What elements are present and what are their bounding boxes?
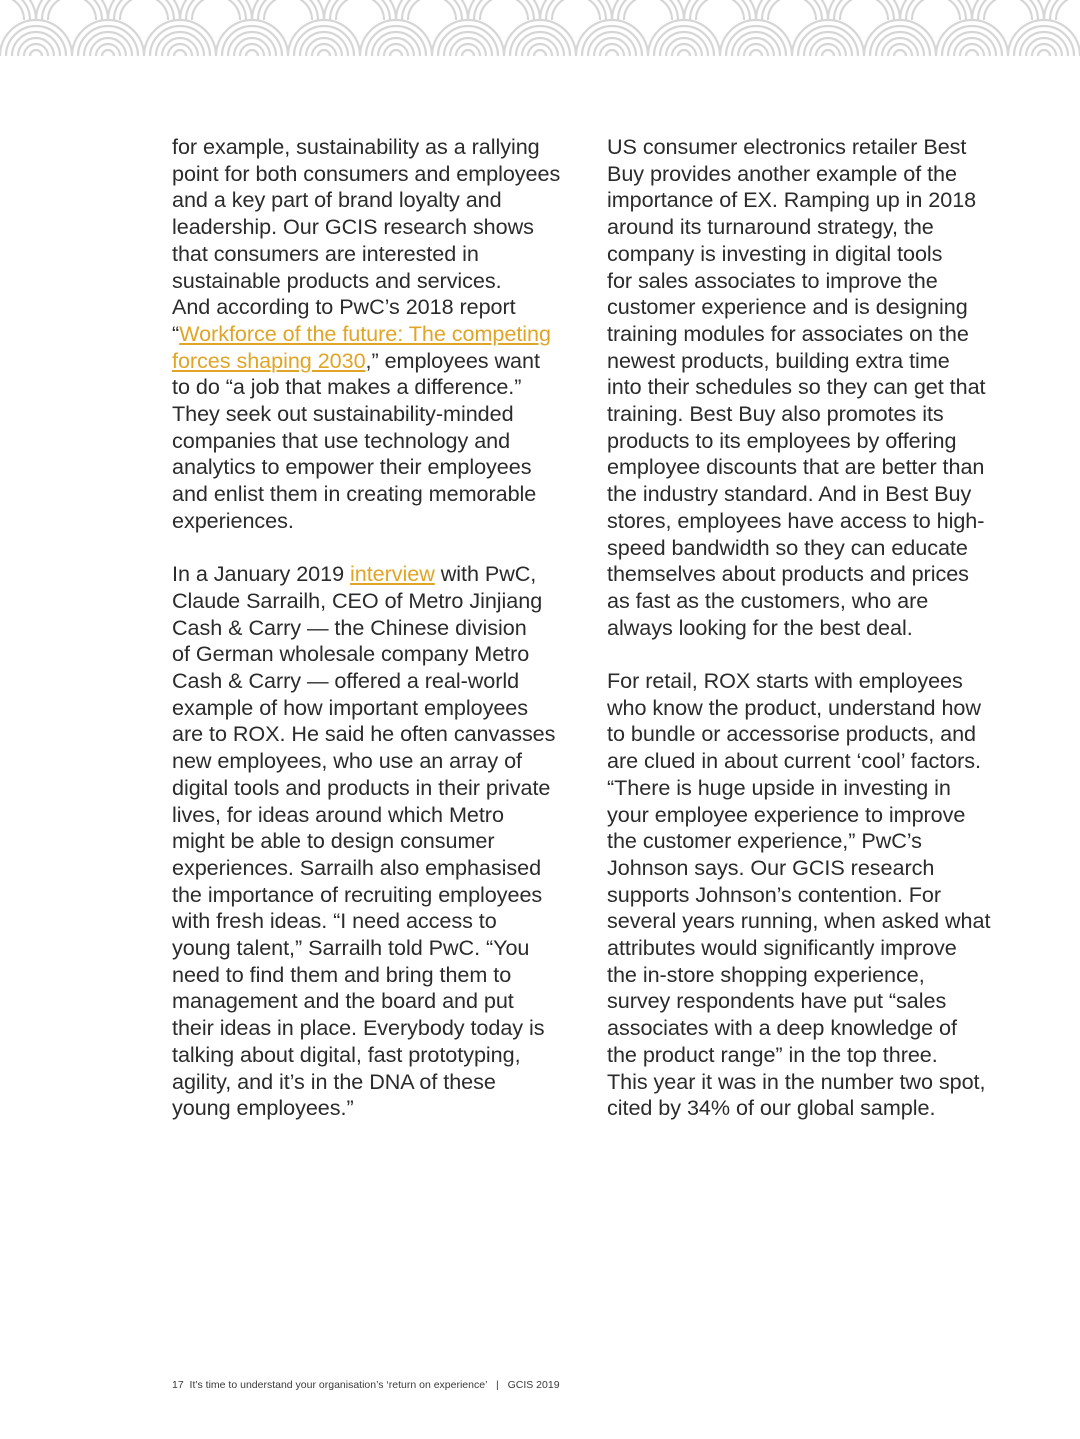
text-line: your employee experience to improve (607, 801, 966, 827)
text-line: young employees.” (172, 1095, 354, 1121)
text-line: experiences. (172, 507, 294, 533)
page-number: 17 (172, 1379, 184, 1391)
text-line: Cash & Carry — offered a real-world (172, 668, 520, 694)
text-line: importance of EX. Ramping up in 2018 (607, 187, 977, 213)
text-line: management and the board and put (172, 988, 514, 1014)
text-line: new employees, who use an array of (172, 748, 522, 774)
text-line: products to its employees by offering (607, 427, 957, 453)
text-line: digital tools and products in their private (172, 774, 551, 800)
left-text-column (172, 134, 586, 1149)
text-line (172, 348, 586, 375)
text-line: are clued in about current ‘cool’ factors. (607, 748, 981, 774)
text-line: into their schedules so they can get that (607, 374, 986, 400)
text-line: companies that use technology and (172, 427, 511, 453)
text-line (172, 561, 586, 588)
text-line: their ideas in place. Everybody today is (172, 1015, 545, 1041)
text-line: Johnson says. Our GCIS research (607, 854, 935, 880)
footer-title: It’s time to understand your organisation’s ‘return on experience’ (189, 1379, 488, 1391)
open-quote: “ (172, 320, 180, 346)
text-line (172, 321, 586, 348)
text-line: of German wholesale company Metro (172, 641, 530, 667)
text-line: are to ROX. He said he often canvasses (172, 721, 556, 747)
text-line: US consumer electronics retailer Best (607, 134, 967, 159)
text-line: This year it was in the number two spot, (607, 1068, 986, 1094)
page-footer (172, 1379, 560, 1391)
text-line: young talent,” Sarrailh told PwC. “You (172, 935, 530, 961)
text-line: experiences. Sarrailh also emphasised (172, 854, 542, 880)
decorative-header-pattern (0, 0, 1080, 56)
text-line: And according to PwC’s 2018 report (172, 294, 516, 320)
text-before-link: In a January 2019 (172, 561, 350, 587)
text-line: example of how important employees (172, 694, 528, 720)
right-paragraph-2 (607, 668, 1017, 1122)
text-line: for example, sustainability as a rallying (172, 134, 540, 159)
text-line: and a key part of brand loyalty and (172, 187, 502, 213)
text-after-link: ,” employees want (365, 347, 540, 373)
text-line: stores, employees have access to high- (607, 507, 985, 533)
text-line: They seek out sustainability-minded (172, 401, 514, 427)
text-line: the importance of recruiting employees (172, 881, 543, 907)
text-line: training modules for associates on the (607, 320, 969, 346)
text-line: might be able to design consumer (172, 828, 495, 854)
text-line: Cash & Carry — the Chinese division (172, 614, 527, 640)
text-line: training. Best Buy also promotes its (607, 401, 944, 427)
text-line: always looking for the best deal. (607, 614, 913, 640)
left-paragraph-2 (172, 561, 586, 1122)
text-line: to do “a job that makes a difference.” (172, 374, 522, 400)
text-line: several years running, when asked what (607, 908, 991, 934)
text-line: leadership. Our GCIS research shows (172, 214, 534, 240)
text-line: Claude Sarrailh, CEO of Metro Jinjiang (172, 587, 543, 613)
text-line: the customer experience,” PwC’s (607, 828, 922, 854)
text-line: talking about digital, fast prototyping, (172, 1041, 521, 1067)
text-line: “There is huge upside in investing in (607, 774, 951, 800)
text-line: lives, for ideas around which Metro (172, 801, 504, 827)
text-line: around its turnaround strategy, the (607, 214, 934, 240)
text-line: and enlist them in creating memorable (172, 481, 537, 507)
right-text-column (607, 134, 1017, 1149)
text-line: attributes would significantly improve (607, 935, 957, 961)
text-line: agility, and it’s in the DNA of these (172, 1068, 496, 1094)
text-line: point for both consumers and employees (172, 160, 561, 186)
text-line: need to find them and bring them to (172, 961, 512, 987)
text-line: Buy provides another example of the (607, 160, 957, 186)
workforce-report-link-continued[interactable]: forces shaping 2030 (172, 347, 366, 373)
text-line: who know the product, understand how (607, 694, 981, 720)
left-paragraph-1 (172, 134, 586, 535)
footer-separator: | (495, 1379, 499, 1391)
text-line: speed bandwidth so they can educate (607, 534, 968, 560)
text-line: to bundle or accessorise products, and (607, 721, 977, 747)
text-line: survey respondents have put “sales (607, 988, 947, 1014)
text-line: cited by 34% of our global sample. (607, 1095, 936, 1121)
right-paragraph-1 (607, 134, 1017, 641)
interview-link[interactable]: interview (349, 561, 435, 587)
text-line: newest products, building extra time (607, 347, 950, 373)
text-line: with fresh ideas. “I need access to (172, 908, 497, 934)
text-line: associates with a deep knowledge of (607, 1015, 957, 1041)
text-line: that consumers are interested in (172, 240, 479, 266)
text-line: the product range” in the top three. (607, 1041, 938, 1067)
text-line: customer experience and is designing (607, 294, 968, 320)
text-line: For retail, ROX starts with employees (607, 668, 963, 694)
text-line: analytics to empower their employees (172, 454, 532, 480)
text-line: employee discounts that are better than (607, 454, 985, 480)
text-line: company is investing in digital tools (607, 240, 943, 266)
text-after-link: with PwC, (434, 561, 537, 587)
workforce-report-link[interactable]: Workforce of the future: The competing (179, 320, 551, 346)
footer-publication: GCIS 2019 (507, 1379, 560, 1391)
text-line: as fast as the customers, who are (607, 587, 929, 613)
wave-pattern-graphic (0, 0, 1080, 56)
text-line: sustainable products and services. (172, 267, 502, 293)
text-line: the industry standard. And in Best Buy (607, 481, 972, 507)
text-line: for sales associates to improve the (607, 267, 938, 293)
text-line: the in-store shopping experience, (607, 961, 925, 987)
text-line: supports Johnson’s contention. For (607, 881, 942, 907)
text-line: themselves about products and prices (607, 561, 969, 587)
